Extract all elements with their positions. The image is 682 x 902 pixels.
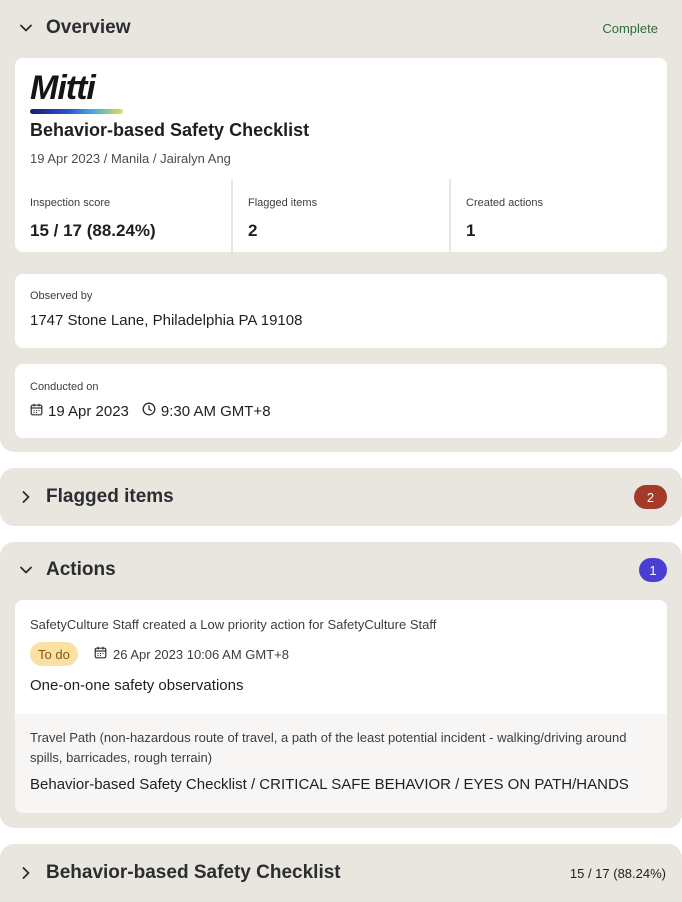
stat-label: Inspection score: [30, 197, 111, 209]
action-status-tag: To do: [30, 642, 78, 666]
stat-value: 15 / 17 (88.24%): [30, 221, 156, 240]
status-text: Complete: [602, 20, 658, 36]
logo-text: Mitti: [30, 69, 95, 107]
overview-title: Overview: [46, 17, 131, 38]
stat-inspection-score: [15, 179, 231, 252]
field-label: Observed by: [30, 290, 93, 302]
actions-title: Actions: [46, 559, 116, 580]
stat-label: Created actions: [466, 197, 544, 209]
calendar-icon: [30, 403, 43, 420]
stat-value: 1: [466, 221, 476, 240]
action-description: SafetyCulture Staff created a Low priority action for SafetyCulture Staff: [30, 617, 437, 632]
report-subtitle: 19 Apr 2023 / Manila / Jairalyn Ang: [30, 151, 231, 166]
company-logo: [30, 71, 130, 111]
action-context: [15, 714, 667, 813]
chevron-down-icon: [18, 562, 34, 578]
flagged-items-title: Flagged items: [46, 486, 174, 507]
flagged-items-section: [0, 468, 682, 526]
checklist-score: 15 / 17 (88.24%): [569, 865, 666, 881]
actions-count-badge: 1: [639, 558, 667, 582]
stat-created-actions: [451, 179, 667, 252]
action-context-path: Behavior-based Safety Checklist / CRITICAL SAFE BEHAVIOR / EYES ON PATH/HANDS: [30, 776, 629, 793]
field-label: Conducted on: [30, 381, 99, 393]
action-context-question: Travel Path (non-hazardous route of travel, a path of the least potential incident - walking/driving around spills, barricades, rough terrain): [30, 730, 627, 765]
flagged-items-header[interactable]: [0, 468, 682, 526]
actions-section: [0, 542, 682, 828]
stats-row: [15, 179, 667, 252]
overview-header[interactable]: [0, 0, 682, 56]
checklist-header[interactable]: [0, 844, 682, 902]
checklist-section-title: Behavior-based Safety Checklist: [46, 862, 341, 883]
clock-icon: [142, 402, 156, 420]
conducted-datetime: [30, 402, 271, 420]
actions-header[interactable]: [0, 542, 682, 598]
stat-flagged-items: [233, 179, 449, 252]
checklist-section: [0, 844, 682, 902]
stat-value: 2: [248, 221, 258, 240]
report-header-card: [15, 58, 667, 252]
chevron-right-icon: [18, 489, 34, 505]
conducted-date: 19 Apr 2023: [48, 402, 129, 420]
conducted-time: 9:30 AM GMT+8: [160, 402, 271, 420]
action-card[interactable]: [15, 600, 667, 813]
chevron-down-icon: [18, 20, 34, 36]
checklist-title: Behavior-based Safety Checklist: [30, 120, 310, 140]
flagged-count-badge: 2: [634, 485, 667, 509]
action-name: One-on-one safety observations: [30, 677, 244, 694]
stat-label: Flagged items: [248, 197, 318, 209]
conducted-on-card: [15, 364, 667, 438]
action-due-text: 26 Apr 2023 10:06 AM GMT+8: [113, 646, 289, 662]
observed-by-card: [15, 274, 667, 348]
chevron-right-icon: [18, 865, 34, 881]
calendar-icon: [94, 646, 107, 662]
field-value: 1747 Stone Lane, Philadelphia PA 19108: [30, 312, 303, 329]
action-due: [94, 646, 289, 662]
logo-underline: [30, 109, 123, 114]
